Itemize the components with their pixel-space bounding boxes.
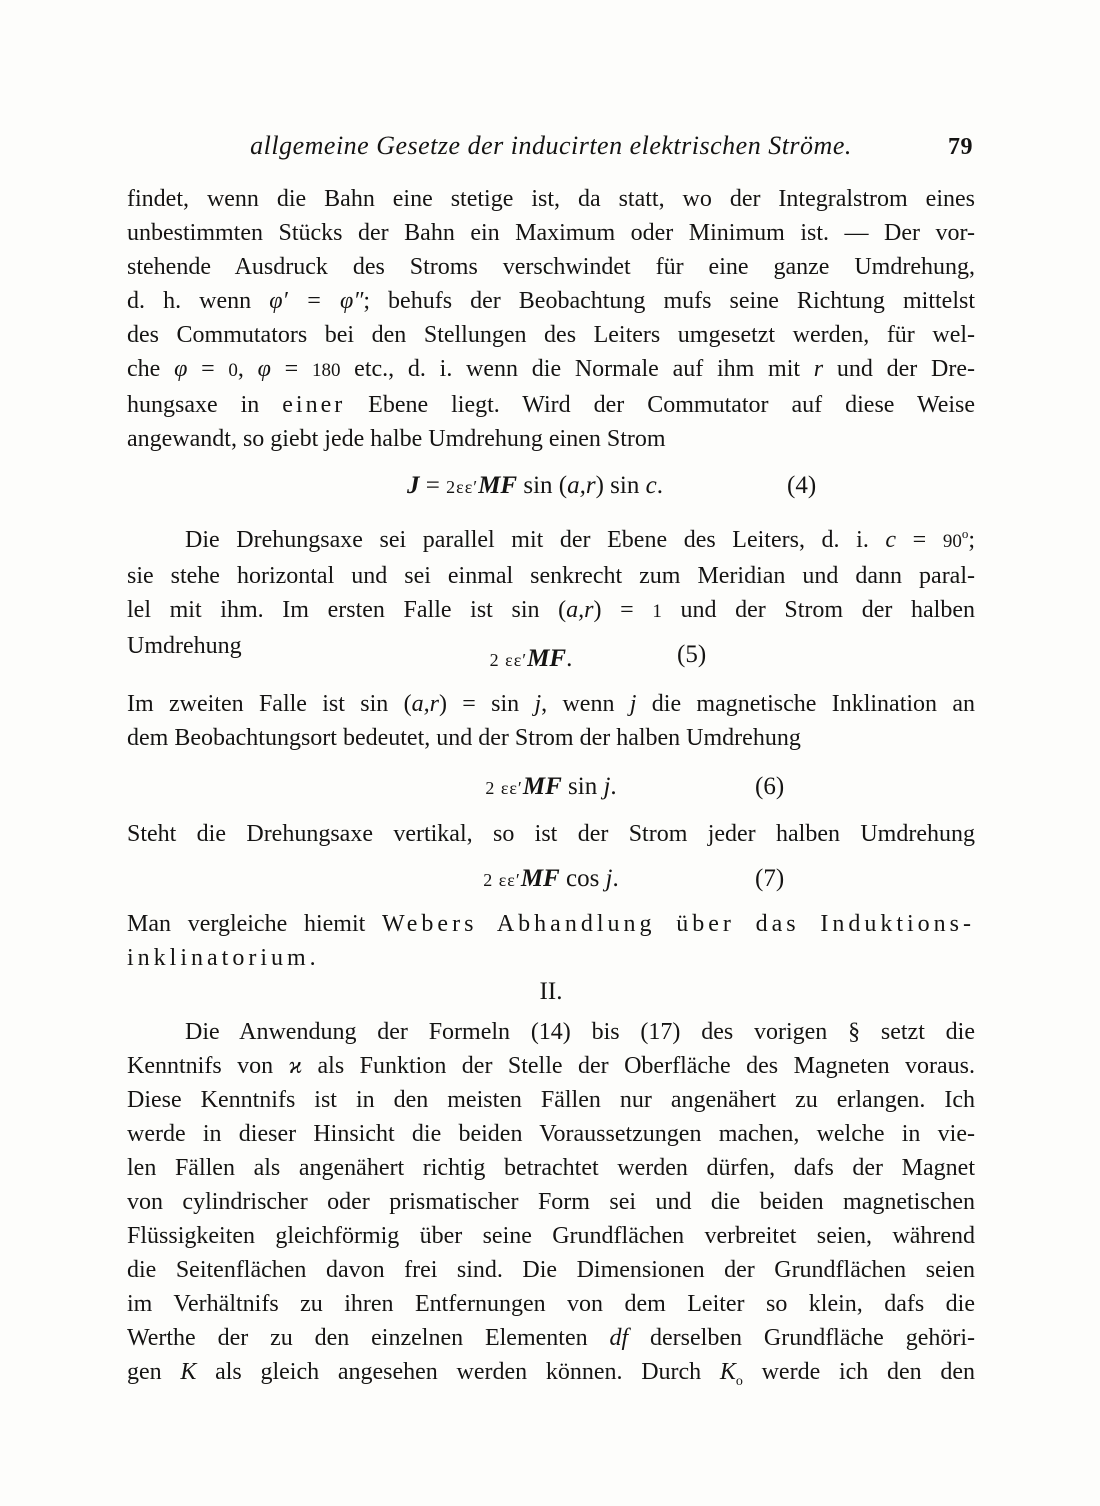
text-line: len Fällen als angenähert richtig betrachtet werden dürfen, dafs der Magnet xyxy=(127,1155,975,1181)
text-line: des Commutators bei den Stellungen des Leiters umgesetzt werden, für wel- xyxy=(127,322,975,348)
formula-4 xyxy=(127,468,975,504)
math-inline: 2 εε′ xyxy=(483,870,521,890)
math-inline: 180 xyxy=(311,360,341,381)
text-line: im Verhältnifs zu ihren Entfernungen von dem Leiter so klein, dafs die xyxy=(127,1291,975,1317)
math-inline: . xyxy=(566,645,573,672)
math-inline: . xyxy=(610,773,617,800)
math-inline: j xyxy=(605,865,613,892)
text-segment: Die Drehungsaxe sei parallel mit der Ebene des Leiters, d. i. xyxy=(185,527,886,553)
emphasized-spaced-text: inklinatorium. xyxy=(127,945,320,971)
formula-number: (6) xyxy=(755,773,785,800)
math-inline: MF xyxy=(527,645,567,672)
math-inline: φ′ = φ″ xyxy=(269,288,364,314)
math-inline: K xyxy=(180,1359,197,1385)
text-segment: ) = sin xyxy=(438,691,535,717)
text-segment: lel mit ihm. Im ersten Falle ist sin ( xyxy=(127,597,567,623)
math-inline: ) sin xyxy=(595,472,646,499)
text-line: Diese Kenntnifs ist in den meisten Fällen nur angenähert zu erlangen. Ich xyxy=(127,1087,975,1113)
journal-page-column xyxy=(127,0,975,1399)
text-line xyxy=(127,1321,975,1355)
text-segment: = xyxy=(270,356,312,382)
text-segment: Kenntnifs von xyxy=(127,1053,289,1079)
math-inline: 2εε′ xyxy=(446,477,479,497)
math-inline: c xyxy=(885,527,897,553)
formula-7 xyxy=(127,861,975,897)
math-inline: sin ( xyxy=(517,472,568,499)
math-inline: c xyxy=(645,472,657,499)
text-line xyxy=(127,941,975,975)
math-inline: 2 εε′ xyxy=(485,778,523,798)
math-inline: J xyxy=(407,472,420,499)
math-inline: MF xyxy=(522,773,562,800)
text-segment: , wenn xyxy=(541,691,630,717)
math-inline: φ xyxy=(257,356,271,382)
math-inline: a,r xyxy=(566,597,594,623)
text-line xyxy=(127,388,975,422)
text-line: unbestimmten Stücks der Bahn ein Maximum oder Minimum ist. — Der vor- xyxy=(127,220,975,246)
formula-number: (5) xyxy=(677,641,707,668)
text-segment: Werthe der zu den einzelnen Elementen xyxy=(127,1325,610,1351)
text-segment: che xyxy=(127,356,175,382)
text-segment: Ebene liegt. Wird der Commutator auf diese Weise xyxy=(345,392,976,418)
subscript: o xyxy=(735,1373,743,1389)
emphasized-spaced-text: einer xyxy=(282,392,346,418)
text-line xyxy=(127,1049,975,1083)
math-inline: df xyxy=(609,1325,629,1351)
text-line: findet, wenn die Bahn eine stetige ist, da statt, wo der Integralstrom eines xyxy=(127,186,975,212)
text-line xyxy=(127,687,975,721)
math-inline: a,r xyxy=(567,472,596,499)
text-segment: etc., d. i. wenn die Normale auf ihm mit xyxy=(340,356,814,382)
section-heading: II. xyxy=(539,978,563,1005)
text-segment: derselben Grundfläche gehöri- xyxy=(628,1325,975,1351)
text-segment: d. h. wenn xyxy=(127,288,270,314)
math-inline: K xyxy=(719,1359,736,1385)
paragraph-5 xyxy=(127,907,975,975)
text-line xyxy=(127,593,975,629)
math-inline: j xyxy=(603,773,611,800)
paragraph-6 xyxy=(127,1015,975,1399)
text-line: die Seitenflächen davon frei sind. Die Dimensionen der Grundflächen seien xyxy=(127,1257,975,1283)
math-inline: ϰ xyxy=(288,1053,303,1079)
math-inline: MF xyxy=(520,865,560,892)
formula-body xyxy=(485,769,616,806)
text-line: Die Anwendung der Formeln (14) bis (17) des vorigen § setzt die xyxy=(185,1019,975,1045)
text-line xyxy=(127,517,975,559)
degree-superscript: o xyxy=(961,526,969,541)
math-inline: 2 εε′ xyxy=(489,650,528,670)
text-line: angewandt, so giebt jede halbe Umdrehung einen Strom xyxy=(127,426,666,452)
math-inline: r xyxy=(813,356,824,382)
text-segment: als Funktion der Stelle der Oberfläche des Magneten voraus. xyxy=(302,1053,976,1079)
text-line xyxy=(127,284,975,318)
math-inline: cos xyxy=(559,865,606,892)
formula-5 xyxy=(127,641,975,678)
text-line: Flüssigkeiten gleichförmig über seine Grundflächen verbreitet seien, während xyxy=(127,1223,975,1249)
paragraph-1 xyxy=(127,182,975,456)
text-segment: werde ich den den xyxy=(742,1359,975,1385)
math-inline: 90 xyxy=(942,531,962,552)
formula-6 xyxy=(127,769,975,805)
text-line xyxy=(127,1355,975,1399)
text-line: dem Beobachtungsort bedeutet, und der Strom der halben Umdrehung xyxy=(127,725,801,751)
formula-body xyxy=(407,468,663,505)
math-inline: j xyxy=(629,691,637,717)
text-line: Umdrehung xyxy=(127,633,242,659)
line-with-formula-5 xyxy=(127,629,975,679)
paragraph-2 xyxy=(127,517,975,629)
formula-number: (7) xyxy=(755,865,785,892)
math-inline: = xyxy=(419,472,447,499)
text-line: von cylindrischer oder prismatischer Form sei und die beiden magnetischen xyxy=(127,1189,975,1215)
math-inline: j xyxy=(534,691,542,717)
text-segment: ; behufs der Beobachtung mufs seine Richtung mittelst xyxy=(363,288,975,314)
text-segment: ) = xyxy=(593,597,653,623)
running-header xyxy=(127,128,975,164)
text-line: werde in dieser Hinsicht die beiden Voraussetzungen machen, welche in vie- xyxy=(127,1121,975,1147)
text-segment: , xyxy=(237,356,258,382)
emphasized-spaced-text: Webers Abhandlung über das Induktions- xyxy=(382,911,975,937)
text-line xyxy=(127,907,975,941)
text-segment: Man vergleiche hiemit xyxy=(127,911,383,937)
formula-number: (4) xyxy=(787,472,817,499)
text-line xyxy=(127,352,975,388)
page-number: 79 xyxy=(948,134,973,160)
text-segment: und der Strom der halben xyxy=(661,597,975,623)
text-segment: Im zweiten Falle ist sin ( xyxy=(127,691,412,717)
text-segment: die magnetische Inklination an xyxy=(636,691,976,717)
text-line: stehende Ausdruck des Stroms verschwindet für eine ganze Umdrehung, xyxy=(127,254,975,280)
math-inline: 0 xyxy=(228,360,238,381)
text-segment: gen xyxy=(127,1359,181,1385)
math-inline: 1 xyxy=(652,601,662,622)
text-segment: = xyxy=(187,356,229,382)
math-inline: φ xyxy=(174,356,188,382)
math-inline: . xyxy=(656,472,663,499)
math-inline: sin xyxy=(561,773,604,800)
text-segment: als gleich angesehen werden können. Durch xyxy=(196,1359,720,1385)
text-segment: ; xyxy=(968,527,975,553)
math-inline: a,r xyxy=(411,691,439,717)
text-segment: und der Dre- xyxy=(823,356,975,382)
math-inline: MF xyxy=(478,472,518,499)
text-segment: hungsaxe in xyxy=(127,392,283,418)
formula-body xyxy=(483,861,619,898)
formula-body xyxy=(490,641,573,678)
text-line: sie stehe horizontal und sei einmal senkrecht zum Meridian und dann paral- xyxy=(127,563,975,589)
paragraph-3 xyxy=(127,687,975,755)
paragraph-4 xyxy=(127,817,975,851)
header-title: allgemeine Gesetze der inducirten elektrischen Ströme. xyxy=(250,131,852,160)
math-inline: . xyxy=(612,865,619,892)
text-segment: = xyxy=(896,527,943,553)
text-line: Steht die Drehungsaxe vertikal, so ist der Strom jeder halben Umdrehung xyxy=(127,821,975,847)
